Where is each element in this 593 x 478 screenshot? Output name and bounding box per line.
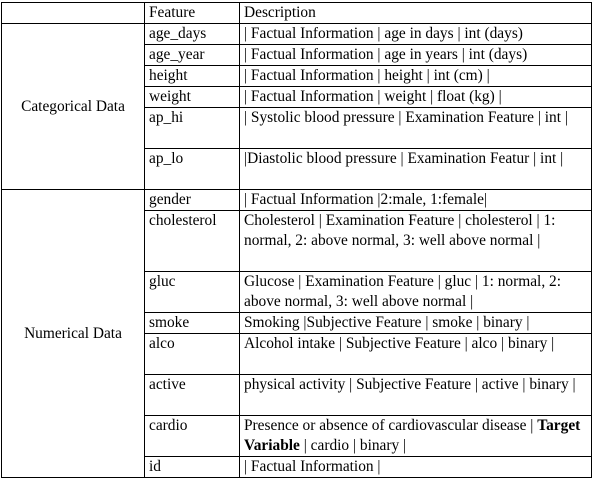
target-variable-label: Target Variable (244, 417, 581, 454)
description-cell: Smoking |Subjective Feature | smoke | binary | (240, 313, 592, 334)
feature-cell: alco (145, 334, 240, 375)
feature-cell: age_days (145, 24, 240, 45)
feature-cell: cardio (145, 416, 240, 457)
feature-cell: weight (145, 87, 240, 108)
description-text-after: | cardio | binary | (299, 437, 407, 454)
description-cell: | Factual Information | (240, 457, 592, 478)
feature-cell: height (145, 66, 240, 87)
header-row (2, 3, 592, 24)
description-cell: | Factual Information |2:male, 1:female| (240, 190, 592, 211)
description-cell (240, 416, 592, 457)
feature-cell: gluc (145, 272, 240, 313)
feature-cell: ap_lo (145, 149, 240, 190)
feature-cell: gender (145, 190, 240, 211)
description-cell: Glucose | Examination Feature | gluc | 1: normal, 2: above normal, 3: well above normal | (240, 272, 592, 313)
description-cell: Cholesterol | Examination Feature | cholesterol | 1: normal, 2: above normal, 3: well above normal | (240, 211, 592, 272)
table-row (2, 24, 592, 45)
feature-cell: smoke (145, 313, 240, 334)
feature-description-table (1, 2, 592, 478)
description-cell: |Diastolic blood pressure | Examination Featur | int | (240, 149, 592, 190)
feature-cell: cholesterol (145, 211, 240, 272)
description-cell: | Factual Information | age in years | int (days) (240, 45, 592, 66)
feature-cell: id (145, 457, 240, 478)
header-group (2, 3, 145, 24)
feature-cell: age_year (145, 45, 240, 66)
description-cell: | Systolic blood pressure | Examination Feature | int | (240, 108, 592, 149)
description-cell: | Factual Information | weight | float (kg) | (240, 87, 592, 108)
group-label-categorical: Categorical Data (2, 24, 145, 190)
header-feature: Feature (145, 3, 240, 24)
description-cell: | Factual Information | height | int (cm) | (240, 66, 592, 87)
feature-cell: active (145, 375, 240, 416)
description-cell: physical activity | Subjective Feature | active | binary | (240, 375, 592, 416)
description-text: Presence or absence of cardiovascular disease | (244, 417, 534, 434)
feature-table-container (1, 2, 592, 478)
description-cell: | Factual Information | age in days | int (days) (240, 24, 592, 45)
group-label-numerical: Numerical Data (2, 190, 145, 478)
description-cell: Alcohol intake | Subjective Feature | alco | binary | (240, 334, 592, 375)
header-description: Description (240, 3, 592, 24)
table-row (2, 190, 592, 211)
feature-cell: ap_hi (145, 108, 240, 149)
